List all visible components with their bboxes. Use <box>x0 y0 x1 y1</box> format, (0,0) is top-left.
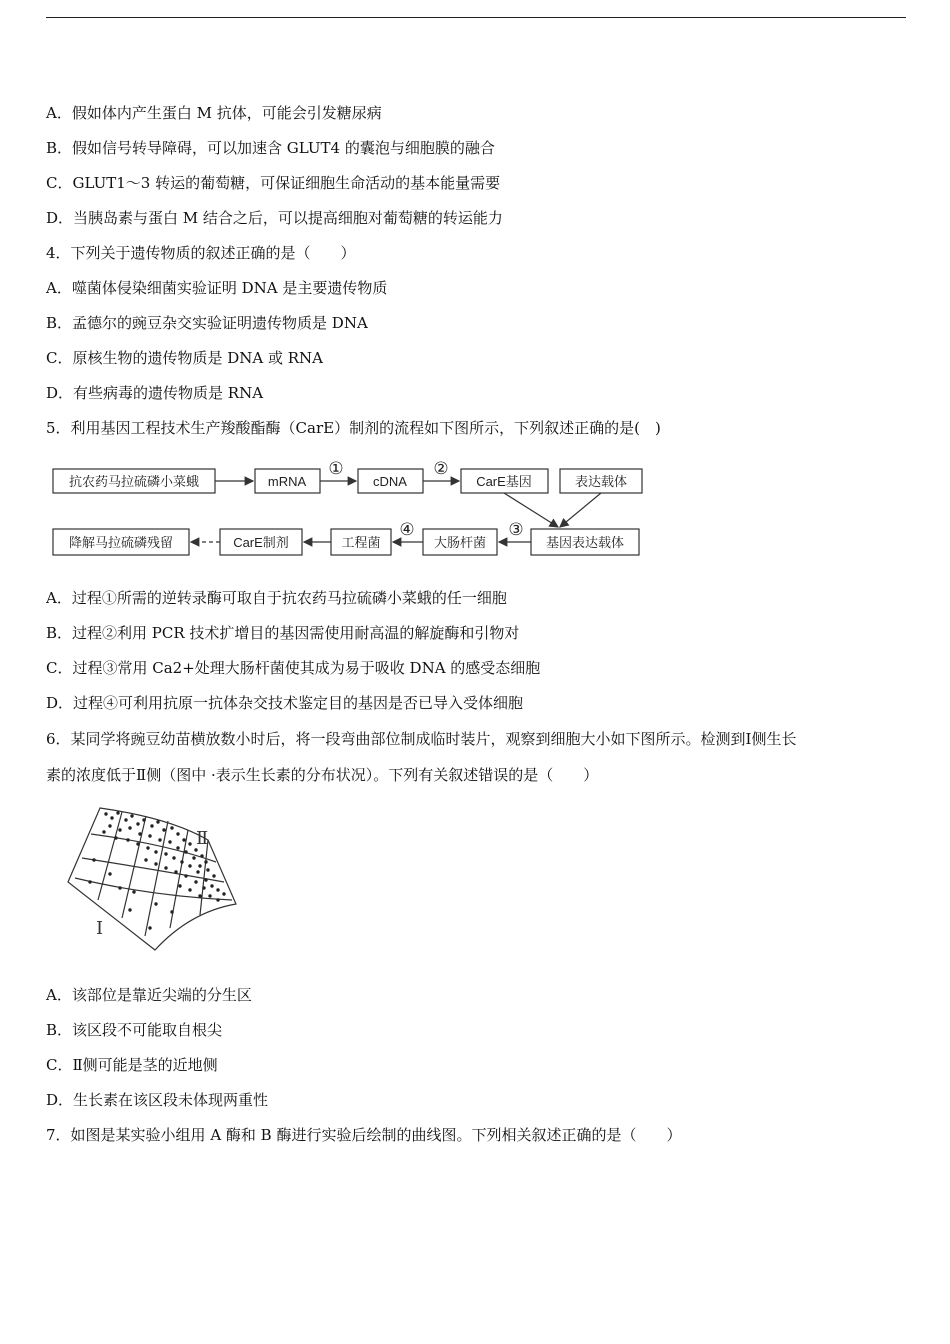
auxin-dot <box>92 858 95 861</box>
q7-stem: 7．如图是某实验小组用 A 酶和 B 酶进行实验后绘制的曲线图。下列相关叙述正确的是（ ） <box>46 1126 682 1144</box>
auxin-dot <box>138 832 141 835</box>
auxin-dot <box>144 858 147 861</box>
auxin-dot <box>174 870 177 873</box>
auxin-dot <box>178 884 181 887</box>
q6-stem-line2: 素的浓度低于Ⅱ侧（图中 ·表示生长素的分布状况）。下列有关叙述错误的是（ ） <box>46 766 599 784</box>
auxin-dot <box>198 864 201 867</box>
flow-step-2: ② <box>433 459 449 478</box>
auxin-dot <box>162 828 165 831</box>
auxin-dot <box>170 826 173 829</box>
flow-step-4: ④ <box>399 520 415 539</box>
q5-option-d: D．过程④可利用抗原一抗体杂交技术鉴定目的基因是否已导入受体细胞 <box>46 694 524 712</box>
auxin-dot <box>126 838 129 841</box>
auxin-dot <box>164 866 167 869</box>
q6-option-c: C．Ⅱ侧可能是茎的近地侧 <box>46 1056 218 1074</box>
auxin-dot <box>128 826 131 829</box>
gene-engineering-flow-diagram <box>50 455 650 565</box>
auxin-dot <box>88 880 91 883</box>
flow-step-3: ③ <box>508 520 524 539</box>
q4-option-a: A．噬菌体侵染细菌实验证明 DNA 是主要遗传物质 <box>46 279 388 297</box>
auxin-dot <box>148 926 151 929</box>
auxin-dot <box>132 890 135 893</box>
q4-option-c: C．原核生物的遗传物质是 DNA 或 RNA <box>46 349 324 367</box>
auxin-dot <box>150 824 153 827</box>
auxin-dot <box>210 884 213 887</box>
auxin-dot <box>206 868 209 871</box>
auxin-dot <box>116 811 119 814</box>
q3-option-c: C．GLUT1～3 转运的葡萄糖，可保证细胞生命活动的基本能量需要 <box>46 174 501 192</box>
q3-option-b: B．假如信号转导障碍，可以加速含 GLUT4 的囊泡与细胞膜的融合 <box>46 139 495 157</box>
q4-stem: 4．下列关于遗传物质的叙述正确的是（ ） <box>46 244 356 262</box>
auxin-dot <box>184 874 187 877</box>
auxin-dot <box>136 822 139 825</box>
auxin-dot <box>180 860 183 863</box>
auxin-dot <box>128 908 131 911</box>
auxin-dot <box>188 888 191 891</box>
auxin-dot <box>172 856 175 859</box>
auxin-dot <box>198 894 201 897</box>
auxin-dot <box>182 838 185 841</box>
q4-option-d: D．有些病毒的遗传物质是 RNA <box>46 384 264 402</box>
auxin-dot <box>208 894 211 897</box>
auxin-dot <box>196 870 199 873</box>
q4-option-b: B．孟德尔的豌豆杂交实验证明遗传物质是 DNA <box>46 314 368 332</box>
auxin-dot <box>184 850 187 853</box>
auxin-dot <box>124 818 127 821</box>
flow-box-expression-vector: 基因表达载体 <box>545 535 625 550</box>
flow-step-1: ① <box>328 459 344 478</box>
auxin-dot <box>188 842 191 845</box>
q5-option-a: A．过程①所需的逆转录酶可取自于抗农药马拉硫磷小菜蛾的任一细胞 <box>46 589 507 607</box>
auxin-dot <box>114 836 117 839</box>
auxin-dot <box>164 852 167 855</box>
auxin-dot <box>104 812 107 815</box>
auxin-dot <box>204 878 207 881</box>
q6-stem-line1: 6．某同学将豌豆幼苗横放数小时后，将一段弯曲部位制成临时装片，观察到细胞大小如下图所示。检测到Ⅰ侧生长 <box>46 730 797 748</box>
auxin-dot <box>158 838 161 841</box>
auxin-dot <box>154 850 157 853</box>
auxin-dot <box>216 888 219 891</box>
flow-box-engineered-bacteria: 工程菌 <box>341 535 381 550</box>
auxin-dot <box>202 886 205 889</box>
bent-stem-cell-diagram <box>60 800 250 960</box>
auxin-dot <box>154 862 157 865</box>
auxin-dot <box>216 898 219 901</box>
auxin-dot <box>108 872 111 875</box>
auxin-dot <box>200 854 203 857</box>
auxin-dot <box>118 828 121 831</box>
flow-box-care-gene: CarE基因 <box>476 474 532 489</box>
auxin-dot <box>110 816 113 819</box>
flow-box-moth: 抗农药马拉硫磷小菜蛾 <box>68 474 200 489</box>
flow-box-degrade: 降解马拉硫磷残留 <box>68 535 174 550</box>
auxin-dot <box>142 818 145 821</box>
auxin-dot <box>222 892 225 895</box>
auxin-dot <box>168 840 171 843</box>
auxin-dot <box>156 820 159 823</box>
label-side-1: Ⅰ <box>96 918 104 938</box>
auxin-dot <box>192 856 195 859</box>
label-side-2: Ⅱ <box>196 828 209 848</box>
auxin-dot <box>154 902 157 905</box>
q5-stem: 5．利用基因工程技术生产羧酸酯酶（CarE）制剂的流程如下图所示，下列叙述正确的是( ) <box>46 419 661 437</box>
auxin-dot <box>148 834 151 837</box>
q6-option-b: B．该区段不可能取自根尖 <box>46 1021 223 1039</box>
flow-box-cdna: cDNA <box>373 474 407 489</box>
q5-option-c: C．过程③常用 Ca2+处理大肠杆菌使其成为易于吸收 DNA 的感受态细胞 <box>46 659 541 677</box>
auxin-dot <box>146 846 149 849</box>
auxin-dot <box>136 842 139 845</box>
auxin-dot <box>118 886 121 889</box>
q6-option-d: D．生长素在该区段未体现两重性 <box>46 1091 269 1109</box>
auxin-dot <box>176 832 179 835</box>
flow-box-care-product: CarE制剂 <box>233 535 289 550</box>
auxin-dot <box>170 910 173 913</box>
auxin-dot <box>194 848 197 851</box>
auxin-dot <box>102 830 105 833</box>
auxin-dot <box>188 864 191 867</box>
flow-box-vector: 表达载体 <box>574 474 628 489</box>
q5-option-b: B．过程②利用 PCR 技术扩增目的基因需使用耐高温的解旋酶和引物对 <box>46 624 520 642</box>
auxin-dot <box>108 824 111 827</box>
auxin-dot <box>176 846 179 849</box>
auxin-dot <box>212 874 215 877</box>
auxin-dot <box>130 814 133 817</box>
q6-option-a: A．该部位是靠近尖端的分生区 <box>46 986 252 1004</box>
q3-option-d: D．当胰岛素与蛋白 M 结合之后，可以提高细胞对葡萄糖的转运能力 <box>46 209 503 227</box>
q3-option-a: A．假如体内产生蛋白 M 抗体，可能会引发糖尿病 <box>46 104 382 122</box>
flow-box-mrna: mRNA <box>267 474 307 489</box>
flow-box-ecoli: 大肠杆菌 <box>433 535 487 550</box>
auxin-dot <box>204 860 207 863</box>
header-rule <box>46 17 906 18</box>
auxin-dot <box>194 880 197 883</box>
